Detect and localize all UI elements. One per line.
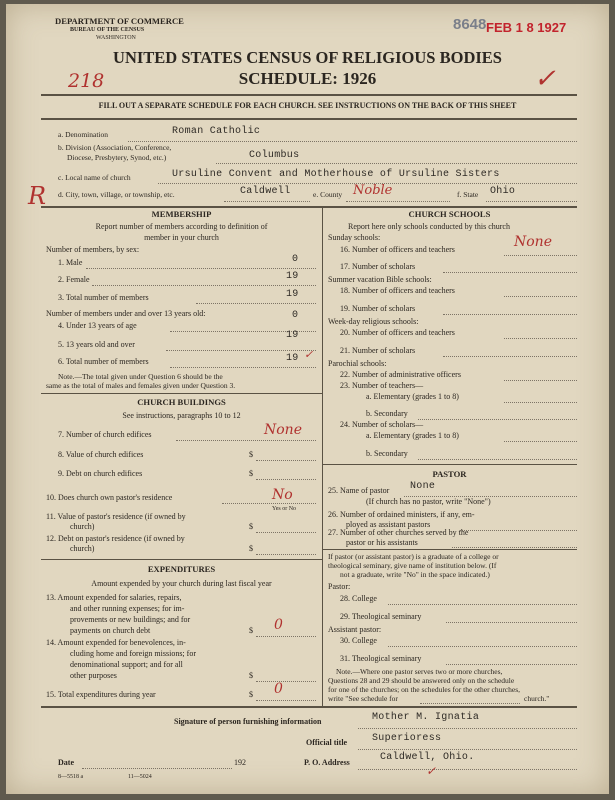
signature-label: Signature of person furnishing information — [174, 717, 322, 726]
q13-line-1: 13. Amount expended for salaries, repairs, — [46, 593, 182, 602]
q24-label: 24. Number of scholars— — [340, 420, 424, 429]
q14-line-1: 14. Amount expended for benevolences, in- — [46, 638, 186, 647]
membership-intro-2: member in your church — [144, 233, 219, 242]
check-mark-small-icon: ✓ — [304, 348, 314, 361]
q24b-label: b. Secondary — [366, 449, 408, 458]
denomination-value: Roman Catholic — [172, 126, 261, 137]
po-address-value: Caldwell, Ohio. — [380, 752, 475, 763]
q7-value: None — [264, 422, 302, 438]
q25-value: None — [410, 481, 436, 492]
membership-note-2: same as the total of males and females given under Question 3. — [46, 381, 236, 390]
graduate-line-1: If pastor (or assistant pastor) is a graduate of a college or — [328, 552, 499, 561]
buildings-intro: See instructions, paragraphs 10 to 12 — [122, 411, 241, 420]
q31-label: 31. Theological seminary — [340, 654, 422, 663]
q13-dollar: $ — [249, 626, 253, 635]
q4-label: 4. Under 13 years of age — [58, 321, 137, 330]
q5-label: 5. 13 years old and over — [58, 340, 135, 349]
signature-value: Mother M. Ignatia — [372, 712, 480, 723]
date-stamp: FEB 1 8 1927 — [486, 20, 567, 35]
q14-line-4: other purposes — [70, 671, 117, 680]
state-value: Ohio — [490, 186, 516, 197]
city-label: WASHINGTON — [96, 35, 136, 41]
date-label: Date — [58, 758, 74, 767]
pastor-note-5: church." — [524, 694, 550, 703]
pastor-subheading: Pastor: — [328, 582, 351, 591]
local-name-value: Ursuline Convent and Motherhouse of Ursuline Sisters — [172, 169, 500, 180]
division-label-2: Diocese, Presbytery, Synod, etc.) — [67, 153, 167, 162]
q14-line-2: cluding home and foreign missions; for — [70, 649, 196, 658]
q17-label: 17. Number of scholars — [340, 262, 416, 271]
q19-label: 19. Number of scholars — [340, 304, 416, 313]
pastor-note-2: Questions 28 and 29 should be answered only on the schedule — [328, 676, 515, 685]
q8-dollar: $ — [249, 450, 253, 459]
q25-note: (If church has no pastor, write "None") — [366, 497, 491, 506]
pastor-note-4: write "See schedule for — [328, 694, 398, 703]
pastor-note-1: Note.—Where one pastor serves two or more churches, — [336, 667, 503, 676]
q13-line-3: provements or new buildings; and for — [70, 615, 191, 624]
q12-dollar: $ — [249, 544, 253, 553]
q12-label-2: church) — [70, 544, 95, 553]
form-subtitle: SCHEDULE: 1926 — [238, 69, 377, 88]
expenditures-heading: EXPENDITURES — [147, 564, 216, 574]
q11-dollar: $ — [249, 522, 253, 531]
q8-label: 8. Value of church edifices — [58, 450, 144, 459]
q27-line-1: 27. Number of other churches served by the — [328, 528, 469, 537]
form-title: UNITED STATES CENSUS OF RELIGIOUS BODIES — [113, 48, 502, 67]
q1-value: 0 — [292, 254, 299, 265]
q16-label: 16. Number of officers and teachers — [340, 245, 455, 254]
membership-heading: MEMBERSHIP — [151, 209, 212, 219]
age-intro-label: Number of members under and over 13 years old: — [46, 309, 206, 318]
q25-label: 25. Name of pastor — [328, 486, 390, 495]
handwritten-number: 218 — [68, 70, 105, 92]
q23a-label: a. Elementary (grades 1 to 8) — [366, 392, 459, 401]
print-number: 11—5024 — [128, 774, 152, 780]
q11-label-2: church) — [70, 522, 95, 531]
q22-label: 22. Number of administrative officers — [340, 370, 461, 379]
q15-label: 15. Total expenditures during year — [46, 690, 156, 699]
census-schedule-sheet — [6, 4, 609, 794]
assistant-subheading: Assistant pastor: — [328, 625, 382, 634]
department-label: DEPARTMENT OF COMMERCE — [55, 16, 184, 26]
bureau-label: BUREAU OF THE CENSUS — [70, 27, 145, 33]
q23b-label: b. Secondary — [366, 409, 408, 418]
graduate-line-2: theological seminary, give name of institution below. (If — [328, 561, 497, 570]
q27-line-2: pastor or his assistants — [346, 538, 418, 547]
by-sex-label: Number of members, by sex: — [46, 245, 140, 254]
q6-label: 6. Total number of members — [58, 357, 149, 366]
q13-line-2: and other running expenses; for im- — [70, 604, 185, 613]
q16-value: None — [514, 234, 552, 250]
q15-dollar: $ — [249, 690, 253, 699]
number-stamp: 8648 — [453, 16, 487, 33]
po-address-label: P. O. Address — [304, 758, 350, 767]
division-value: Columbus — [249, 150, 300, 161]
instruction-line: FILL OUT A SEPARATE SCHEDULE FOR EACH CHURCH. SEE INSTRUCTIONS ON THE BACK OF THIS SHEET — [98, 101, 517, 110]
q24a-label: a. Elementary (grades 1 to 8) — [366, 431, 459, 440]
q11-label-1: 11. Value of pastor's residence (if owned by — [46, 512, 186, 521]
form-number: 8—5518 a — [58, 774, 84, 780]
official-title-label: Official title — [306, 738, 348, 747]
county-label: e. County — [313, 190, 343, 199]
q21-label: 21. Number of scholars — [340, 346, 416, 355]
pastor-heading: PASTOR — [432, 469, 467, 479]
sunday-label: Sunday schools: — [328, 233, 381, 242]
q10-value: No — [272, 487, 293, 503]
membership-note-1: Note.—The total given under Question 6 should be the — [58, 372, 223, 381]
local-name-label: c. Local name of church — [58, 173, 131, 182]
denomination-label: a. Denomination — [58, 130, 108, 139]
q4-value: 0 — [292, 310, 299, 321]
parochial-label: Parochial schools: — [328, 359, 387, 368]
check-mark-icon: ✓ — [534, 64, 556, 94]
margin-mark: R — [28, 182, 47, 210]
q2-label: 2. Female — [58, 275, 90, 284]
q14-dollar: $ — [249, 671, 253, 680]
summer-label: Summer vacation Bible schools: — [328, 275, 432, 284]
q7-label: 7. Number of church edifices — [58, 430, 152, 439]
official-title-value: Superioress — [372, 733, 442, 744]
state-label: f. State — [457, 190, 479, 199]
county-value: Noble — [353, 183, 393, 198]
pastor-note-3: for one of the churches; on the schedules for the other churches, — [328, 685, 521, 694]
q20-label: 20. Number of officers and teachers — [340, 328, 455, 337]
q23-label: 23. Number of teachers— — [340, 381, 424, 390]
q13-value: 0 — [274, 617, 283, 633]
buildings-heading: CHURCH BUILDINGS — [137, 397, 226, 407]
check-mark-bottom-icon: ✓ — [426, 764, 437, 778]
q1-label: 1. Male — [58, 258, 83, 267]
city-town-label: d. City, town, village, or township, etc. — [58, 190, 175, 199]
q5-value: 19 — [286, 330, 299, 341]
city-value: Caldwell — [240, 186, 291, 197]
q12-label-1: 12. Debt on pastor's residence (if owned by — [46, 534, 185, 543]
schools-intro: Report here only schools conducted by this church — [348, 222, 510, 231]
q2-value: 19 — [286, 271, 299, 282]
q6-value: 19 — [286, 353, 299, 364]
q3-label: 3. Total number of members — [58, 293, 149, 302]
q26-line-2: ployed as assistant pastors — [346, 520, 431, 529]
q14-line-3: denominational support; and for all — [70, 660, 183, 669]
date-year: 192 — [234, 758, 246, 767]
q26-line-1: 26. Number of ordained ministers, if any, em- — [328, 510, 475, 519]
weekday-label: Week-day religious schools: — [328, 317, 419, 326]
q18-label: 18. Number of officers and teachers — [340, 286, 455, 295]
q15-value: 0 — [274, 681, 283, 697]
graduate-line-3: not a graduate, write "No" in the space indicated.) — [340, 570, 490, 579]
expenditures-intro: Amount expended by your church during last fiscal year — [91, 579, 272, 588]
q10-label: 10. Does church own pastor's residence — [46, 493, 173, 502]
q29-label: 29. Theological seminary — [340, 612, 422, 621]
q13-line-4: payments on church debt — [70, 626, 151, 635]
schools-heading: CHURCH SCHOOLS — [408, 209, 491, 219]
q30-label: 30. College — [340, 636, 377, 645]
division-label-1: b. Division (Association, Conference, — [58, 143, 172, 152]
q10-hint: Yes or No — [272, 506, 297, 512]
q9-dollar: $ — [249, 469, 253, 478]
q9-label: 9. Debt on church edifices — [58, 469, 143, 478]
q3-value: 19 — [286, 289, 299, 300]
membership-intro-1: Report number of members according to definition of — [95, 222, 268, 231]
q28-label: 28. College — [340, 594, 377, 603]
